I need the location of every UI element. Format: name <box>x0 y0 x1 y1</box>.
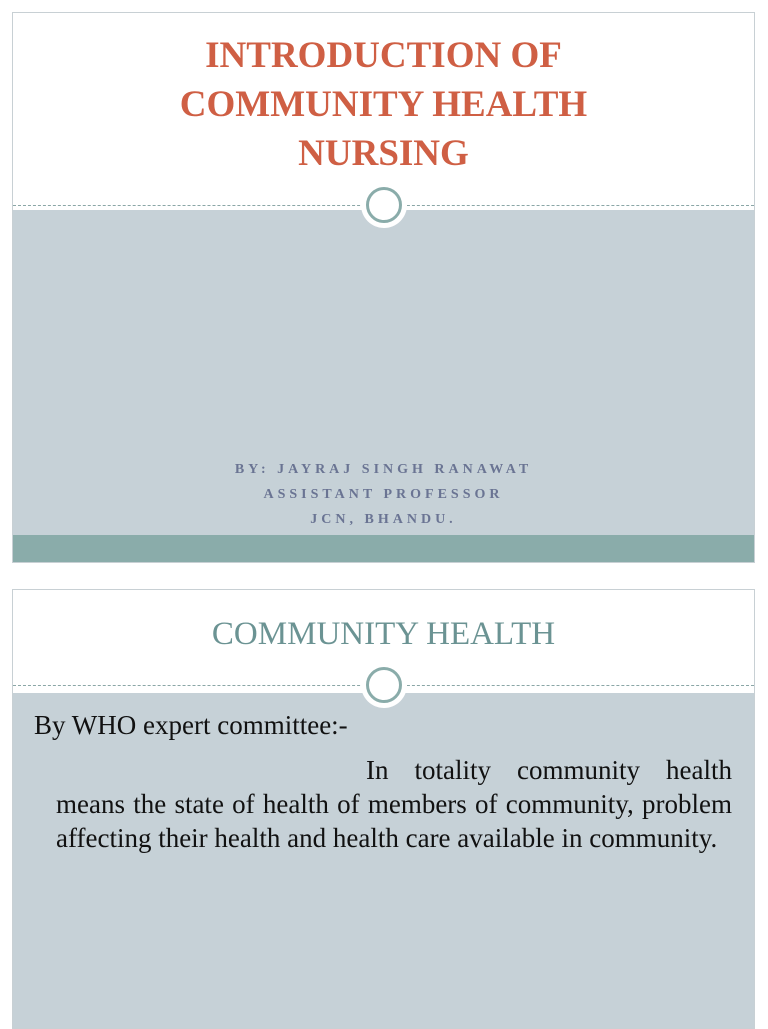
author-role: ASSISTANT PROFESSOR <box>263 487 504 502</box>
title-line-2: COMMUNITY HEALTH <box>179 84 588 125</box>
author-name: BY: JAYRAJ SINGH RANAWAT <box>234 462 533 477</box>
title-slide <box>12 12 755 563</box>
author-institution: JCN, BHANDU. <box>310 512 457 527</box>
ring-ornament-icon <box>361 182 407 228</box>
ring-ornament-icon <box>361 662 407 708</box>
title-line-3: NURSING <box>298 133 469 174</box>
presentation-title <box>13 31 754 178</box>
definition-body: In totality community health means the state of health of members of community, problem affecting their health and health care available in community. <box>56 755 732 853</box>
slide-title: COMMUNITY HEALTH <box>211 616 556 652</box>
footer-band <box>13 535 754 562</box>
title-slide-header <box>13 13 754 210</box>
content-slide <box>12 589 755 1029</box>
definition-source: By WHO expert committee:- <box>34 710 348 740</box>
title-line-1: INTRODUCTION OF <box>205 35 562 76</box>
definition-text <box>56 753 732 855</box>
content-slide-body <box>13 693 754 1028</box>
author-byline <box>13 457 754 532</box>
